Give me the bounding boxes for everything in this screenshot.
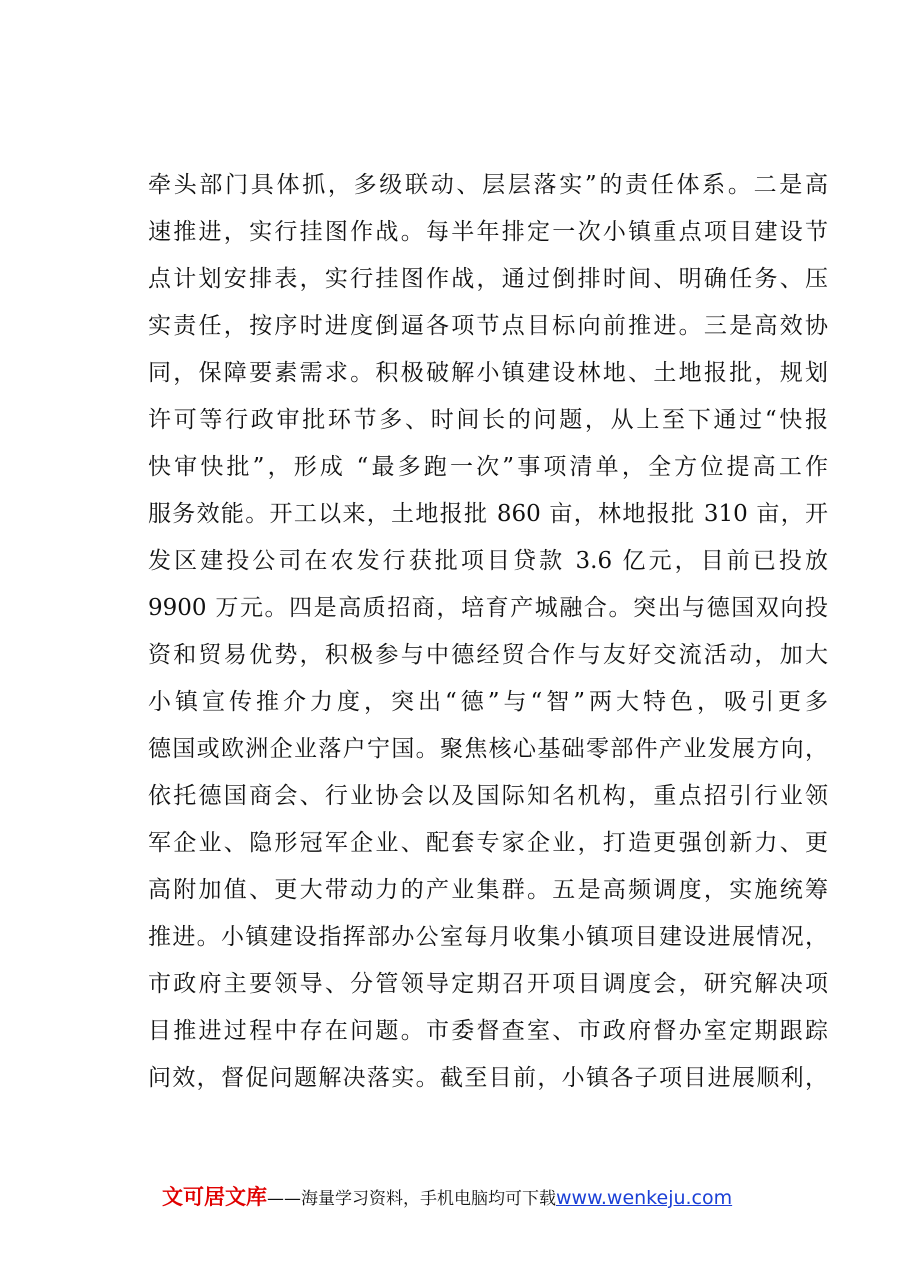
text-line: 实责任，按序时进度倒逼各项节点目标向前推进。三是高效协 (148, 313, 828, 339)
footer-site-link[interactable]: www.wenkeju.com (556, 1187, 733, 1209)
text-line: 速推进，实行挂图作战。每半年排定一次小镇重点项目建设节 (148, 219, 828, 245)
text-line: 市政府主要领导、分管领导定期召开项目调度会，研究解决项 (148, 971, 828, 997)
text-line: 许可等行政审批环节多、时间长的问题，从上至下通过“快报 (148, 407, 828, 433)
text-line: 问效，督促问题解决落实。截至目前，小镇各子项目进展顺利， (148, 1065, 828, 1091)
text-line: 依托德国商会、行业协会以及国际知名机构，重点招引行业领 (148, 783, 828, 809)
text-line: 发区建投公司在农发行获批项目贷款 3.6 亿元，目前已投放 (148, 548, 828, 574)
footer-tagline: ——海量学习资料，手机电脑均可下载 (267, 1189, 556, 1209)
text-line: 小镇宣传推介力度，突出“德”与“智”两大特色，吸引更多 (148, 689, 828, 715)
text-line: 9900 万元。四是高质招商，培育产城融合。突出与德国双向投 (148, 595, 828, 621)
text-line: 目推进过程中存在问题。市委督查室、市政府督办室定期跟踪 (148, 1018, 828, 1044)
text-line: 资和贸易优势，积极参与中德经贸合作与友好交流活动，加大 (148, 642, 828, 668)
page-footer (162, 1180, 782, 1214)
text-line: 快审快批”，形成 “最多跑一次”事项清单，全方位提高工作 (148, 454, 828, 480)
text-line: 服务效能。开工以来，土地报批 860 亩，林地报批 310 亩，开 (148, 501, 828, 527)
text-line: 牵头部门具体抓，多级联动、层层落实”的责任体系。二是高 (148, 172, 828, 198)
text-line: 高附加值、更大带动力的产业集群。五是高频调度，实施统筹 (148, 877, 828, 903)
text-line: 点计划安排表，实行挂图作战，通过倒排时间、明确任务、压 (148, 266, 828, 292)
body-text (148, 162, 828, 1102)
text-line: 德国或欧洲企业落户宁国。聚焦核心基础零部件产业发展方向， (148, 736, 828, 762)
text-line: 军企业、隐形冠军企业、配套专家企业，打造更强创新力、更 (148, 830, 828, 856)
text-line: 同，保障要素需求。积极破解小镇建设林地、土地报批，规划 (148, 360, 828, 386)
text-line: 推进。小镇建设指挥部办公室每月收集小镇项目建设进展情况， (148, 924, 828, 950)
footer-brand: 文可居文库 (162, 1185, 267, 1209)
